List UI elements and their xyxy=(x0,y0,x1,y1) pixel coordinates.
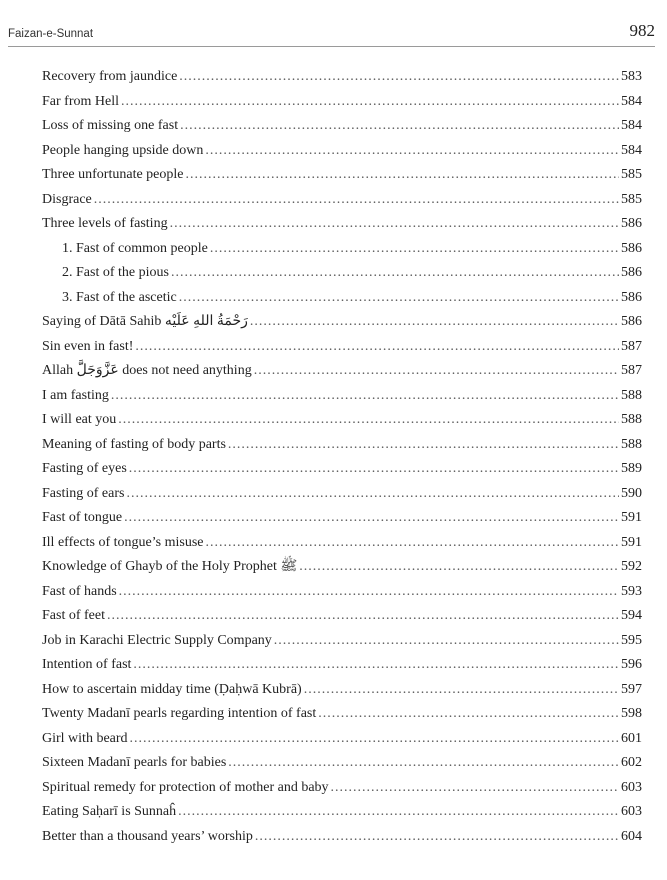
toc-entry[interactable] xyxy=(42,506,642,531)
dot-leader xyxy=(135,335,619,360)
toc-entry[interactable] xyxy=(42,457,642,482)
toc-entry-title: Ill effects of tongue’s misuse xyxy=(42,534,204,550)
page-number: 982 xyxy=(629,21,655,40)
toc-entry-title: Fast of tongue xyxy=(42,510,123,525)
dot-leader xyxy=(254,359,619,384)
toc-entry-title: 3. Fast of the ascetic xyxy=(62,289,177,305)
toc-entry-title: Sin even in fast! xyxy=(42,338,134,354)
toc-entry[interactable] xyxy=(42,653,642,678)
toc-entry-title: 1. Fast of common people xyxy=(62,240,208,256)
toc-entry-page: 602 xyxy=(621,755,642,770)
toc-entry[interactable] xyxy=(42,359,642,384)
toc-entry[interactable] xyxy=(42,678,642,703)
toc-entry-page: 586 xyxy=(621,265,642,280)
table-of-contents xyxy=(42,65,642,849)
dot-leader xyxy=(94,188,619,213)
toc-entry[interactable] xyxy=(42,384,642,409)
toc-entry-title: Disgrace xyxy=(42,191,92,207)
dot-leader xyxy=(274,629,619,654)
toc-entry-page: 603 xyxy=(621,804,642,819)
dot-leader xyxy=(180,114,619,139)
toc-entry[interactable] xyxy=(42,727,642,752)
toc-entry-page: 584 xyxy=(621,93,642,109)
dot-leader xyxy=(210,237,619,262)
toc-entry-title: Job in Karachi Electric Supply Company xyxy=(42,632,272,648)
toc-entry-title: Spiritual remedy for protection of mother and baby xyxy=(42,779,329,795)
toc-entry-page: 604 xyxy=(621,828,642,844)
toc-entry-title: Allah عَزَّوَجَلَّ does not need anything xyxy=(42,363,252,378)
toc-entry[interactable] xyxy=(42,776,642,801)
book-title: Faizan-e-Sunnat xyxy=(8,28,94,40)
toc-entry-page: 593 xyxy=(621,583,642,599)
toc-entry[interactable] xyxy=(42,261,642,286)
toc-entry-title: Twenty Madanī pearls regarding intention of fast xyxy=(42,706,317,721)
toc-entry-title: Fast of hands xyxy=(42,583,117,599)
dot-leader xyxy=(179,286,619,311)
toc-entry-page: 597 xyxy=(621,681,642,697)
toc-entry[interactable] xyxy=(42,825,642,850)
toc-entry-title: 2. Fast of the pious xyxy=(62,265,169,280)
toc-entry-page: 585 xyxy=(621,191,642,207)
running-header xyxy=(8,18,655,47)
toc-entry-page: 595 xyxy=(621,632,642,648)
dot-leader xyxy=(111,384,619,409)
toc-entry[interactable] xyxy=(42,163,642,188)
toc-entry-title: I will eat you xyxy=(42,412,117,427)
toc-entry-title: Loss of missing one fast xyxy=(42,118,179,133)
toc-entry[interactable] xyxy=(42,482,642,507)
toc-entry-title: Sixteen Madanī pearls for babies xyxy=(42,755,227,770)
toc-entry[interactable] xyxy=(42,310,642,335)
dot-leader xyxy=(206,531,620,556)
toc-entry-title: Fasting of ears xyxy=(42,485,125,501)
toc-entry[interactable] xyxy=(42,433,642,458)
toc-entry-page: 584 xyxy=(621,118,642,133)
toc-entry-title: Eating Saḥarī is Sunnaĥ xyxy=(42,804,177,819)
toc-entry-page: 592 xyxy=(621,559,642,574)
toc-entry-page: 586 xyxy=(621,314,642,329)
toc-entry-title: I am fasting xyxy=(42,387,109,403)
toc-entry-page: 589 xyxy=(621,461,642,476)
toc-entry-page: 587 xyxy=(621,338,642,354)
dot-leader xyxy=(228,751,619,776)
toc-entry[interactable] xyxy=(42,751,642,776)
dot-leader xyxy=(205,139,619,164)
toc-entry-page: 601 xyxy=(621,730,642,746)
toc-entry[interactable] xyxy=(42,188,642,213)
toc-entry-title: Fasting of eyes xyxy=(42,461,127,476)
toc-entry-title: Intention of fast xyxy=(42,657,132,672)
toc-entry[interactable] xyxy=(42,212,642,237)
toc-entry[interactable] xyxy=(42,286,642,311)
toc-entry[interactable] xyxy=(42,114,642,139)
toc-entry-title: Far from Hell xyxy=(42,93,119,109)
toc-entry[interactable] xyxy=(42,800,642,825)
toc-entry[interactable] xyxy=(42,629,642,654)
toc-entry-page: 588 xyxy=(621,387,642,403)
dot-leader xyxy=(124,506,619,531)
toc-entry-page: 594 xyxy=(621,608,642,623)
dot-leader xyxy=(255,825,619,850)
toc-entry-page: 587 xyxy=(621,363,642,378)
toc-entry-title: Three levels of fasting xyxy=(42,216,168,231)
toc-entry-page: 585 xyxy=(621,167,642,182)
dot-leader xyxy=(250,310,619,335)
dot-leader xyxy=(299,555,619,580)
dot-leader xyxy=(170,212,619,237)
toc-entry-title: Girl with beard xyxy=(42,730,128,746)
dot-leader xyxy=(107,604,619,629)
dot-leader xyxy=(331,776,619,801)
toc-entry[interactable] xyxy=(42,408,642,433)
toc-entry-title: How to ascertain midday time (Ḍaḥwā Kubrā) xyxy=(42,681,302,697)
dot-leader xyxy=(119,580,619,605)
toc-entry[interactable] xyxy=(42,90,642,115)
toc-entry-title: Fast of feet xyxy=(42,608,105,623)
toc-entry-title: People hanging upside down xyxy=(42,142,204,158)
toc-entry[interactable] xyxy=(42,335,642,360)
dot-leader xyxy=(228,433,619,458)
toc-entry[interactable] xyxy=(42,555,642,580)
dot-leader xyxy=(118,408,619,433)
dot-leader xyxy=(186,163,620,188)
toc-entry-page: 586 xyxy=(621,289,642,305)
toc-entry-title: Recovery from jaundice xyxy=(42,69,178,84)
dot-leader xyxy=(178,800,619,825)
toc-entry-title: Three unfortunate people xyxy=(42,167,184,182)
toc-entry-page: 591 xyxy=(621,510,642,525)
toc-entry-page: 590 xyxy=(621,485,642,501)
dot-leader xyxy=(133,653,619,678)
toc-entry[interactable] xyxy=(42,65,642,90)
dot-leader xyxy=(171,261,619,286)
toc-entry-page: 588 xyxy=(621,436,642,452)
toc-entry-page: 603 xyxy=(621,779,642,795)
toc-entry-title: Knowledge of Ghayb of the Holy Prophet ﷺ xyxy=(42,559,298,574)
dot-leader xyxy=(318,702,619,727)
toc-entry-title: Saying of Dātā Sahib رَحْمَةُ اللهِ عَلَيْه xyxy=(42,314,248,329)
dot-leader xyxy=(130,727,619,752)
toc-entry-page: 586 xyxy=(621,216,642,231)
toc-entry-page: 591 xyxy=(621,534,642,550)
toc-entry[interactable] xyxy=(42,237,642,262)
toc-entry-title: Better than a thousand years’ worship xyxy=(42,828,253,844)
dot-leader xyxy=(179,65,619,90)
dot-leader xyxy=(129,457,619,482)
toc-entry-page: 598 xyxy=(621,706,642,721)
toc-entry-title: Meaning of fasting of body parts xyxy=(42,436,226,452)
toc-entry-page: 588 xyxy=(621,412,642,427)
toc-entry[interactable] xyxy=(42,139,642,164)
dot-leader xyxy=(121,90,619,115)
toc-entry[interactable] xyxy=(42,580,642,605)
toc-entry[interactable] xyxy=(42,531,642,556)
dot-leader xyxy=(304,678,619,703)
toc-entry-page: 584 xyxy=(621,142,642,158)
toc-entry-page: 596 xyxy=(621,657,642,672)
toc-entry[interactable] xyxy=(42,604,642,629)
dot-leader xyxy=(126,482,619,507)
toc-entry-page: 586 xyxy=(621,240,642,256)
toc-entry-page: 583 xyxy=(621,69,642,84)
toc-entry[interactable] xyxy=(42,702,642,727)
